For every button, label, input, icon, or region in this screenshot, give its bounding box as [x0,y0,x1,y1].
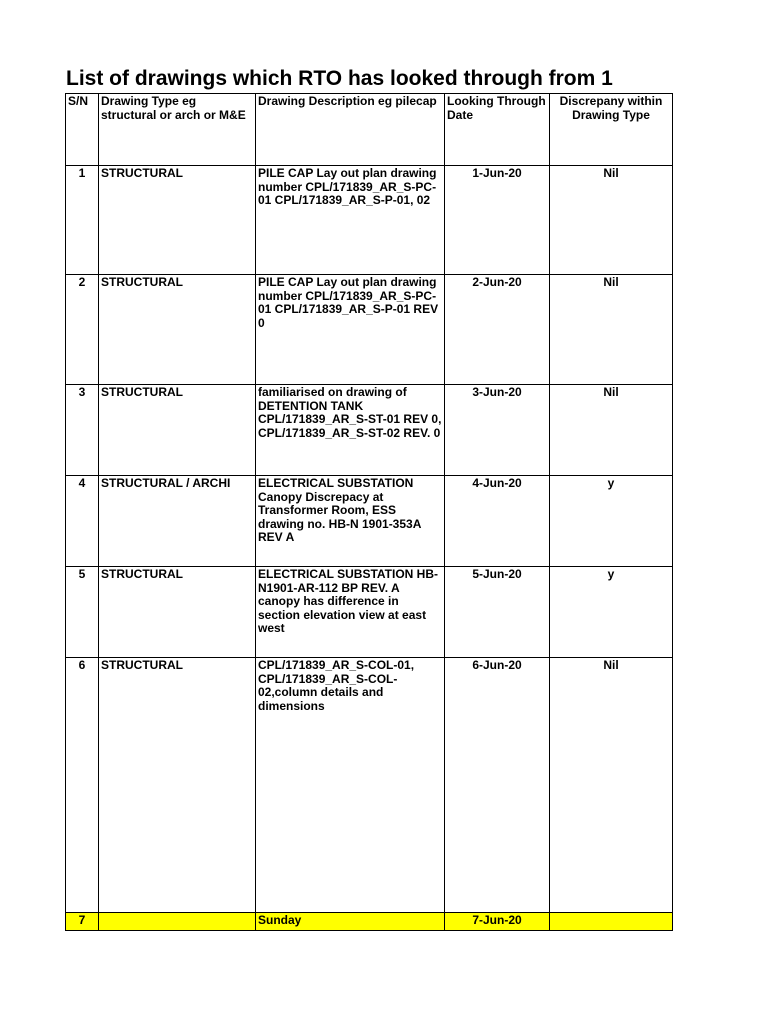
table-row [66,166,673,275]
row-date: 4-Jun-20 [445,476,550,567]
table-row [66,567,673,658]
row-drawing-description: ELECTRICAL SUBSTATION HB-N1901-AR-112 BP REV. A canopy has difference in section elevation view at east west [256,567,445,658]
row-sn: 3 [66,385,99,476]
row-discrepancy: y [550,567,673,658]
row-drawing-type: STRUCTURAL [99,658,256,913]
row-sn: 6 [66,658,99,913]
row-drawing-description: PILE CAP Lay out plan drawing number CPL/171839_AR_S-PC-01 CPL/171839_AR_S-P-01 REV 0 [256,275,445,385]
header-row [66,94,673,166]
row-drawing-description: familiarised on drawing of DETENTION TANK CPL/171839_AR_S-ST-01 REV 0, CPL/171839_AR_S-ST-02 REV. 0 [256,385,445,476]
row-date: 6-Jun-20 [445,658,550,913]
row-date: 2-Jun-20 [445,275,550,385]
row-discrepancy: Nil [550,166,673,275]
row-date: 3-Jun-20 [445,385,550,476]
header-drawing-description: Drawing Description eg pilecap [256,94,445,166]
header-drawing-type: Drawing Type eg structural or arch or M&E [99,94,256,166]
table-row [66,658,673,913]
row-drawing-type: STRUCTURAL [99,166,256,275]
row-sn: 5 [66,567,99,658]
table-row [66,476,673,567]
row-sn: 4 [66,476,99,567]
drawings-table [65,93,673,931]
row-drawing-type [99,913,256,931]
table-row [66,385,673,476]
row-sn: 2 [66,275,99,385]
document-title: List of drawings which RTO has looked through from 1 [66,67,613,90]
row-discrepancy [550,913,673,931]
row-date: 7-Jun-20 [445,913,550,931]
row-date: 5-Jun-20 [445,567,550,658]
row-drawing-type: STRUCTURAL / ARCHI [99,476,256,567]
row-sn: 1 [66,166,99,275]
row-drawing-description: Sunday [256,913,445,931]
row-date: 1-Jun-20 [445,166,550,275]
table-row-highlighted [66,913,673,931]
row-drawing-type: STRUCTURAL [99,567,256,658]
header-sn: S/N [66,94,99,166]
row-drawing-type: STRUCTURAL [99,385,256,476]
row-discrepancy: Nil [550,658,673,913]
header-discrepancy: Discrepany within Drawing Type [550,94,673,166]
row-discrepancy: Nil [550,385,673,476]
header-looking-through-date: Looking Through Date [445,94,550,166]
row-sn: 7 [66,913,99,931]
row-discrepancy: Nil [550,275,673,385]
row-drawing-description: ELECTRICAL SUBSTATION Canopy Discrepacy at Transformer Room, ESS drawing no. HB-N 1901-353A REV A [256,476,445,567]
row-drawing-description: PILE CAP Lay out plan drawing number CPL/171839_AR_S-PC-01 CPL/171839_AR_S-P-01, 02 [256,166,445,275]
row-drawing-description: CPL/171839_AR_S-COL-01, CPL/171839_AR_S-COL-02,column details and dimensions [256,658,445,913]
row-drawing-type: STRUCTURAL [99,275,256,385]
table-row [66,275,673,385]
row-discrepancy: y [550,476,673,567]
